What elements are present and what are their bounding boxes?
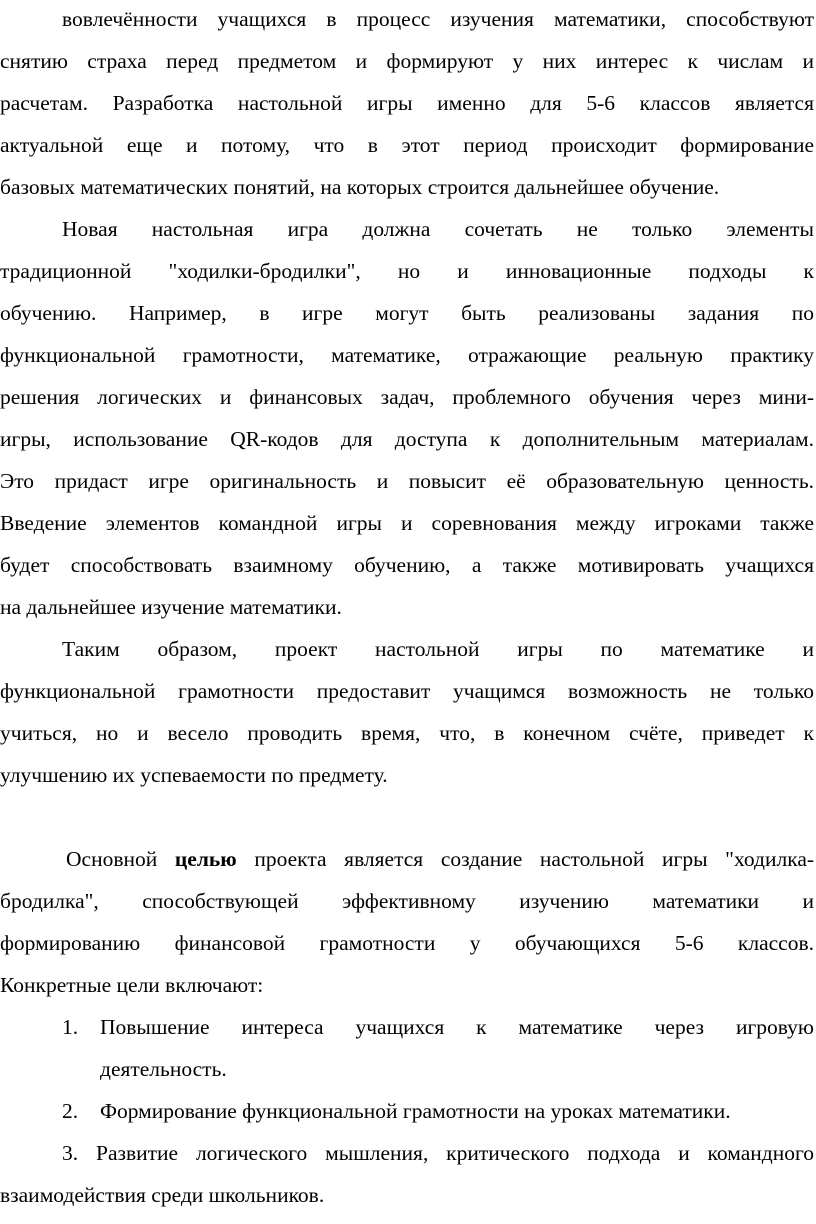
p2-line-7: Это придаст игре оригинальность и повысит её образовательную ценность.	[0, 469, 814, 493]
p1-line-3: расчетам. Разработка настольной игры именно для 5-6 классов является	[0, 91, 814, 115]
list-item-1-line-1: Повышение интереса учащихся к математике через игровую	[100, 1015, 814, 1039]
p1-line-1: вовлечённости учащихся в процесс изучения математики, способствуют	[62, 7, 814, 31]
p1-line-5: базовых математических понятий, на которых строится дальнейшее обучение.	[0, 175, 720, 199]
list-item-1-line-2: деятельность.	[100, 1057, 227, 1081]
p2-line-6: игры, использование QR-кодов для доступа к дополнительным материалам.	[0, 427, 814, 451]
list-item-3-line-1: 3. Развитие логического мышления, критического подхода и командного	[62, 1141, 814, 1165]
p2-line-10: на дальнейшее изучение математики.	[0, 595, 342, 619]
p2-line-4: функциональной грамотности, математике, отражающие реальную практику	[0, 343, 814, 367]
list-item-3-line-2: взаимодействия среди школьников.	[0, 1183, 325, 1207]
goal-line-2: бродилка", способствующей эффективному изучению математики и	[0, 889, 814, 913]
list-item-2-text: Формирование функциональной грамотности на уроках математики.	[100, 1099, 731, 1123]
goal-prefix: Основной	[66, 847, 158, 871]
p1-line-4: актуальной еще и потому, что в этот период происходит формирование	[0, 133, 814, 157]
p3-line-4: улучшению их успеваемости по предмету.	[0, 763, 388, 787]
p1-line-2: снятию страха перед предметом и формируют у них интерес к числам и	[0, 49, 814, 73]
list-item-2-number: 2.	[62, 1099, 79, 1123]
p2-line-1: Новая настольная игра должна сочетать не только элементы	[62, 217, 814, 241]
goal-line-1	[66, 844, 814, 874]
p2-line-5: решения логических и финансовых задач, проблемного обучения через мини-	[0, 385, 814, 409]
p2-line-9: будет способствовать взаимному обучению, а также мотивировать учащихся	[0, 553, 814, 577]
goal-line-4: Конкретные цели включают:	[0, 973, 264, 997]
p2-line-2: традиционной "ходилки-бродилки", но и инновационные подходы к	[0, 259, 814, 283]
p3-line-3: учиться, но и весело проводить время, что, в конечном счёте, приведет к	[0, 721, 814, 745]
goal-suffix: проекта является создание настольной игры "ходилка-	[254, 847, 815, 871]
p3-line-2: функциональной грамотности предоставит учащимся возможность не только	[0, 679, 814, 703]
list-item-1-number: 1.	[62, 1015, 79, 1039]
p3-line-1: Таким образом, проект настольной игры по математике и	[62, 637, 814, 661]
p2-line-8: Введение элементов командной игры и соревнования между игроками также	[0, 511, 814, 535]
p2-line-3: обучению. Например, в игре могут быть реализованы задания по	[0, 301, 814, 325]
goal-bold-word: целью	[174, 847, 237, 871]
goal-line-3: формированию финансовой грамотности у обучающихся 5-6 классов.	[0, 931, 814, 955]
